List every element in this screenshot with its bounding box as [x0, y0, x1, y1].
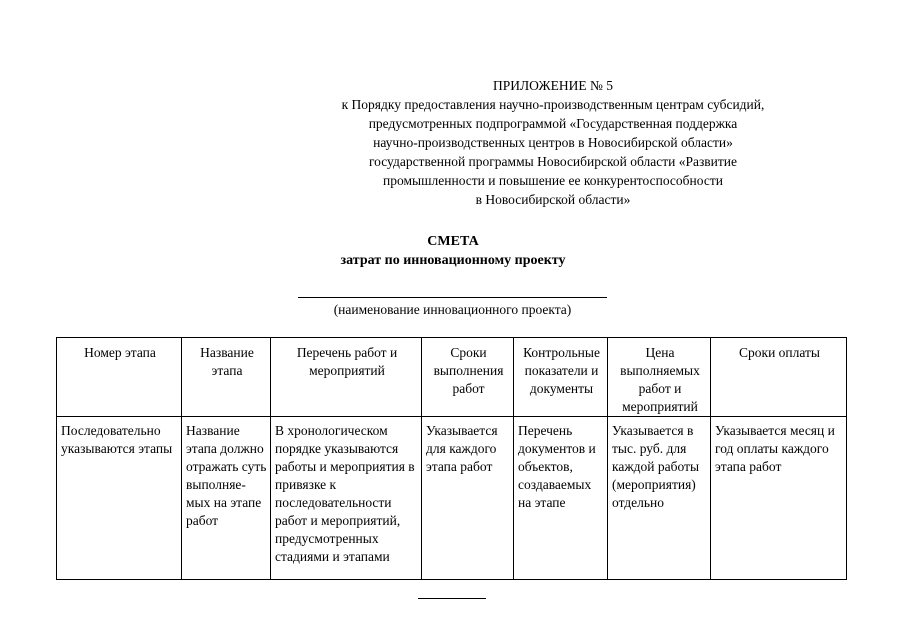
header-control-indicators: Контрольные показатели и документы	[514, 338, 608, 417]
estimate-table	[56, 337, 847, 580]
appendix-line: государственной программы Новосибирской области «Развитие	[368, 154, 738, 169]
header-works-list: Перечень работ и мероприятий	[271, 338, 422, 417]
appendix-title: ПРИЛОЖЕНИЕ № 5	[492, 78, 614, 93]
appendix-line: промышленности и повышение ее конкурентоспособности	[383, 173, 723, 188]
document-title-block	[300, 232, 606, 270]
table-cell: Указывается в тыс. руб. для каждой работы (мероприятия) отдельно	[608, 417, 711, 580]
appendix-header	[300, 76, 806, 209]
appendix-line: к Порядку предоставления научно-производственным центрам субсидий,	[341, 97, 765, 112]
closing-rule	[418, 598, 486, 599]
header-stage-number: Номер этапа	[57, 338, 182, 417]
table-cell: Последовательно указываются этапы	[57, 417, 182, 580]
header-payment-terms: Сроки оплаты	[711, 338, 847, 417]
table-header-row	[57, 338, 847, 417]
table-cell: Указывается для каждого этапа работ	[422, 417, 514, 580]
project-name-line	[298, 297, 607, 298]
header-stage-name: Название этапа	[182, 338, 271, 417]
appendix-line: предусмотренных подпрограммой «Государственная поддержка	[368, 116, 738, 131]
table-cell: Перечень документов и объектов, создаваемых на этапе	[514, 417, 608, 580]
appendix-line: научно-производственных центров в Новосибирской области»	[373, 135, 733, 150]
table-cell: В хронологическом порядке указываются работы и мероприятия в привязке к последовательности работ и мероприятий, предусмотренных стадиями и этапами	[271, 417, 422, 580]
table-row	[57, 417, 847, 580]
document-subtitle: затрат по инновационному проекту	[340, 253, 566, 268]
table-cell: Название этапа должно отражать суть выполняе-мых на этапе работ	[182, 417, 271, 580]
appendix-line: в Новосибирской области»	[475, 192, 631, 207]
table-cell: Указывается месяц и год оплаты каждого этапа работ	[711, 417, 847, 580]
project-name-caption: (наименование инновационного проекта)	[333, 302, 572, 317]
header-work-price: Цена выполняемых работ и мероприятий	[608, 338, 711, 417]
header-work-deadlines: Сроки выполнения работ	[422, 338, 514, 417]
document-title: СМЕТА	[427, 234, 479, 249]
